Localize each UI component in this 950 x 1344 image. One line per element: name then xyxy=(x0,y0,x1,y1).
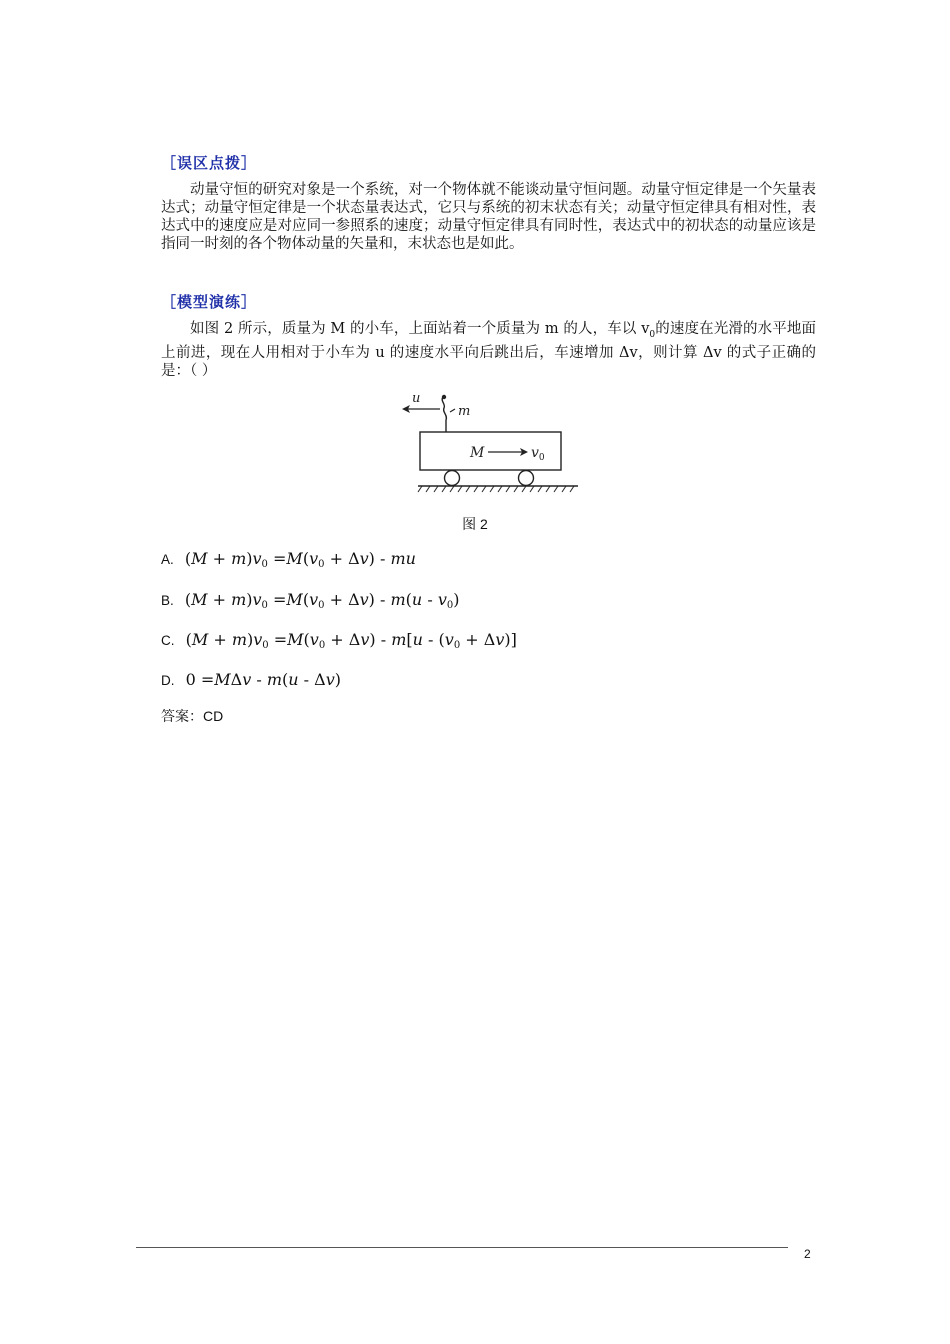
answer-label: 答案： xyxy=(161,709,203,725)
section-heading-misconception: ［误区点拨］ xyxy=(161,154,258,172)
misconception-paragraph: 动量守恒的研究对象是一个系统，对一个物体就不能谈动量守恒问题。动量守恒定律是一个矢量表达式；动量守恒定律是一个状态量表达式，它只与系统的初末状态有关；动量守恒定律具有相对性，表达式中的速度应是对应同一参照系的速度；动量守恒定律具有同时性，表达式中的初状态的动量应该是指同一时刻的各个物体动量的矢量和，末状态也是如此。 xyxy=(161,182,816,252)
label-v: $v_0$ xyxy=(531,445,545,463)
section-heading-practice: ［模型演练］ xyxy=(161,293,258,311)
ground-hatching xyxy=(418,486,574,492)
option-b-label: B. xyxy=(161,593,174,608)
option-c-label: C. xyxy=(161,633,175,648)
label-u: u xyxy=(412,392,421,406)
practice-question xyxy=(161,320,816,380)
label-m: m xyxy=(458,404,471,419)
question-subscript: 0 xyxy=(649,329,656,340)
page-number: 2 xyxy=(804,1247,811,1261)
label-M: M xyxy=(470,445,485,461)
option-b[interactable] xyxy=(161,590,459,611)
person-figure xyxy=(442,397,446,432)
cart-body xyxy=(420,432,561,470)
option-d-label: D. xyxy=(161,673,175,688)
cart-figure xyxy=(400,392,590,497)
answer-value: CD xyxy=(203,708,224,724)
wheel-left xyxy=(445,471,460,486)
option-a-label: A. xyxy=(161,552,174,567)
question-text-part1: 如图 2 所示，质量为 M 的小车，上面站着一个质量为 m 的人，车以 v xyxy=(190,321,650,337)
option-d[interactable] xyxy=(161,670,341,689)
question-text-part2: 的速度在光滑的水平地面上前进，现在人用相对于小车为 u 的速度水平向后跳出后，车速增加 Δv，则计算 Δv 的式子正确的是：（ ） xyxy=(161,321,816,379)
option-a[interactable] xyxy=(161,549,416,570)
wheel-right xyxy=(519,471,534,486)
answer xyxy=(161,706,223,726)
option-d-formula: 0 =MΔv - m(u - Δv) xyxy=(185,670,342,689)
option-c-formula: $(M + m)v_0 =M(v_0 + \Delta v) - m[u - (v_0 + \Delta v)]$ xyxy=(185,630,517,651)
option-b-formula: $(M + m)v_0 =M(v_0 + \Delta v) - m(u - v_0)$ xyxy=(184,590,460,611)
footer-divider xyxy=(136,1247,788,1248)
option-a-formula: $(M + m)v_0 =M(v_0 + \Delta v)$ - mu xyxy=(184,549,416,570)
figure-caption: 图 2 xyxy=(462,516,488,532)
option-c[interactable] xyxy=(161,630,517,651)
